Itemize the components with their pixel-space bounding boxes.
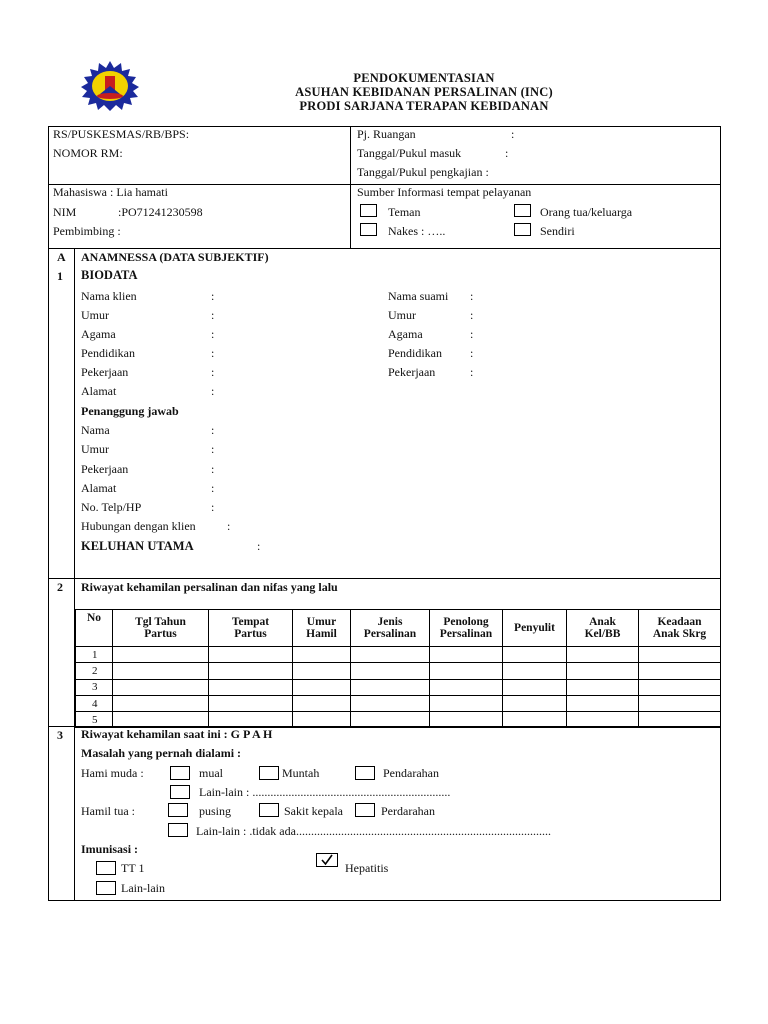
sumber-informasi-label: Sumber Informasi tempat pelayanan <box>357 185 532 199</box>
muntah-checkbox[interactable] <box>259 766 279 780</box>
field-colon: : <box>211 442 215 456</box>
client-field-label: Agama <box>81 327 116 341</box>
table-row <box>76 695 721 711</box>
pembimbing-label: Pembimbing : <box>53 224 121 238</box>
lain-lain-tua-label: Lain-lain : .tidak ada..................................................................................... <box>196 824 551 838</box>
hamil-muda-label: Hami muda : <box>81 766 144 780</box>
sakit-kepala-checkbox[interactable] <box>259 803 279 817</box>
mual-checkbox[interactable] <box>170 766 190 780</box>
column-header: Keadaan Anak Skrg <box>639 610 721 647</box>
field-colon: : <box>470 365 474 379</box>
nim-label: NIM <box>53 205 77 219</box>
perdarahan-checkbox[interactable] <box>355 803 375 817</box>
orang-tua-checkbox[interactable] <box>514 204 531 217</box>
husband-field-label: Nama suami <box>388 289 449 303</box>
doc-title-line1: PENDOKUMENTASIAN <box>353 71 495 85</box>
column-header: Penyulit <box>503 610 567 647</box>
nomor-rm-label: NOMOR RM: <box>53 146 123 160</box>
section-3-number: 3 <box>57 728 63 742</box>
field-colon: : <box>470 327 474 341</box>
nakes-label: Nakes : ….. <box>388 224 446 238</box>
lain-lain-imunisasi-checkbox[interactable] <box>96 881 116 895</box>
lain-lain-muda-label: Lain-lain : .................................................................. <box>199 785 451 799</box>
table-row <box>76 647 721 663</box>
husband-field-label: Agama <box>388 327 423 341</box>
column-header: No <box>76 610 113 647</box>
rs-label: RS/PUSKESMAS/RB/BPS: <box>53 127 190 141</box>
field-colon: : <box>227 519 231 533</box>
keluhan-utama-heading: KELUHAN UTAMA <box>81 539 194 553</box>
hepatitis-checkbox[interactable] <box>316 853 338 867</box>
lain-lain-tua-checkbox[interactable] <box>168 823 188 837</box>
row-number: 2 <box>76 663 113 679</box>
lain-lain-imunisasi-label: Lain-lain <box>121 881 165 895</box>
tanggal-masuk-label: Tanggal/Pukul masuk <box>357 146 462 160</box>
section-2-number: 2 <box>57 580 63 594</box>
pj-field-label: No. Telp/HP <box>81 500 142 514</box>
client-field-label: Umur <box>81 308 109 322</box>
field-colon: : <box>211 423 215 437</box>
pregnancy-history-table <box>75 609 721 728</box>
masalah-heading: Masalah yang pernah dialami : <box>81 746 242 760</box>
field-colon: : <box>211 289 215 303</box>
table-row <box>76 679 721 695</box>
biodata-heading: BIODATA <box>81 268 138 282</box>
sakit-kepala-label: Sakit kepala <box>284 804 343 818</box>
pj-field-label: Alamat <box>81 481 117 495</box>
section-2-heading: Riwayat kehamilan persalinan dan nifas yang lalu <box>81 580 338 594</box>
husband-field-label: Umur <box>388 308 416 322</box>
section-1-number: 1 <box>57 269 63 283</box>
table-header-row <box>76 610 721 647</box>
pendarahan-checkbox[interactable] <box>355 766 375 780</box>
tanggal-masuk-colon: : <box>505 146 509 160</box>
pj-field-label: Umur <box>81 442 109 456</box>
mahasiswa-label: Mahasiswa : Lia hamati <box>53 185 168 199</box>
nakes-checkbox[interactable] <box>360 223 377 236</box>
teman-label: Teman <box>388 205 421 219</box>
row-number: 4 <box>76 695 113 711</box>
top-divider-2 <box>48 248 720 249</box>
pendarahan-label: Pendarahan <box>383 766 439 780</box>
field-colon: : <box>470 289 474 303</box>
outer-right-border <box>720 126 721 900</box>
row-number: 1 <box>76 647 113 663</box>
column-header: Tempat Partus <box>209 610 293 647</box>
table-row <box>76 712 721 728</box>
tanggal-pengkajian-label: Tanggal/Pukul pengkajian : <box>357 165 489 179</box>
sendiri-label: Sendiri <box>540 224 575 238</box>
column-header: Tgl Tahun Partus <box>113 610 209 647</box>
nim-value: :PO71241230598 <box>118 205 203 219</box>
column-header: Umur Hamil <box>293 610 351 647</box>
anamnesa-heading: ANAMNESSA (DATA SUBJEKTIF) <box>81 250 269 264</box>
doc-title-line2: ASUHAN KEBIDANAN PERSALINAN (INC) <box>295 85 553 99</box>
imunisasi-heading: Imunisasi : <box>81 842 139 856</box>
column-header: Jenis Persalinan <box>351 610 430 647</box>
client-field-label: Nama klien <box>81 289 137 303</box>
penanggung-jawab-heading: Penanggung jawab <box>81 404 179 418</box>
mual-label: mual <box>199 766 223 780</box>
husband-field-label: Pendidikan <box>388 346 442 360</box>
muntah-label: Muntah <box>282 766 320 780</box>
orang-tua-label: Orang tua/keluarga <box>540 205 633 219</box>
field-colon: : <box>211 500 215 514</box>
client-field-label: Alamat <box>81 384 117 398</box>
field-colon: : <box>211 327 215 341</box>
table-row <box>76 663 721 679</box>
section-a-letter: A <box>57 250 66 264</box>
field-colon: : <box>257 539 261 553</box>
checkmark-icon <box>317 854 337 866</box>
tt1-label: TT 1 <box>121 861 145 875</box>
sendiri-checkbox[interactable] <box>514 223 531 236</box>
doc-title-line3: PRODI SARJANA TERAPAN KEBIDANAN <box>299 99 549 113</box>
pj-field-label: Nama <box>81 423 110 437</box>
top-vertical-divider <box>350 126 351 248</box>
outer-bottom-border <box>48 900 721 901</box>
pj-field-label: Pekerjaan <box>81 462 129 476</box>
outer-left-border <box>48 126 49 900</box>
hamil-tua-label: Hamil tua : <box>81 804 135 818</box>
hepatitis-label: Hepatitis <box>345 861 389 875</box>
number-column-divider <box>74 248 75 900</box>
client-field-label: Pendidikan <box>81 346 135 360</box>
hubungan-label: Hubungan dengan klien <box>81 519 196 533</box>
pusing-label: pusing <box>199 804 232 818</box>
pj-ruangan-label: Pj. Ruangan <box>357 127 416 141</box>
row-number: 3 <box>76 679 113 695</box>
row-number: 5 <box>76 712 113 728</box>
field-colon: : <box>211 384 215 398</box>
pusing-checkbox[interactable] <box>168 803 188 817</box>
client-field-label: Pekerjaan <box>81 365 129 379</box>
field-colon: : <box>211 346 215 360</box>
field-colon: : <box>211 308 215 322</box>
riwayat-kehamilan-label: Riwayat kehamilan saat ini : G P A H <box>81 727 273 741</box>
field-colon: : <box>211 462 215 476</box>
pj-ruangan-colon: : <box>511 127 515 141</box>
husband-field-label: Pekerjaan <box>388 365 436 379</box>
tt1-checkbox[interactable] <box>96 861 116 875</box>
field-colon: : <box>211 481 215 495</box>
field-colon: : <box>470 346 474 360</box>
teman-checkbox[interactable] <box>360 204 377 217</box>
perdarahan-label: Perdarahan <box>381 804 435 818</box>
column-header: Anak Kel/BB <box>567 610 639 647</box>
field-colon: : <box>470 308 474 322</box>
lain-lain-muda-checkbox[interactable] <box>170 785 190 799</box>
section2-divider <box>48 578 720 579</box>
field-colon: : <box>211 365 215 379</box>
column-header: Penolong Persalinan <box>430 610 503 647</box>
